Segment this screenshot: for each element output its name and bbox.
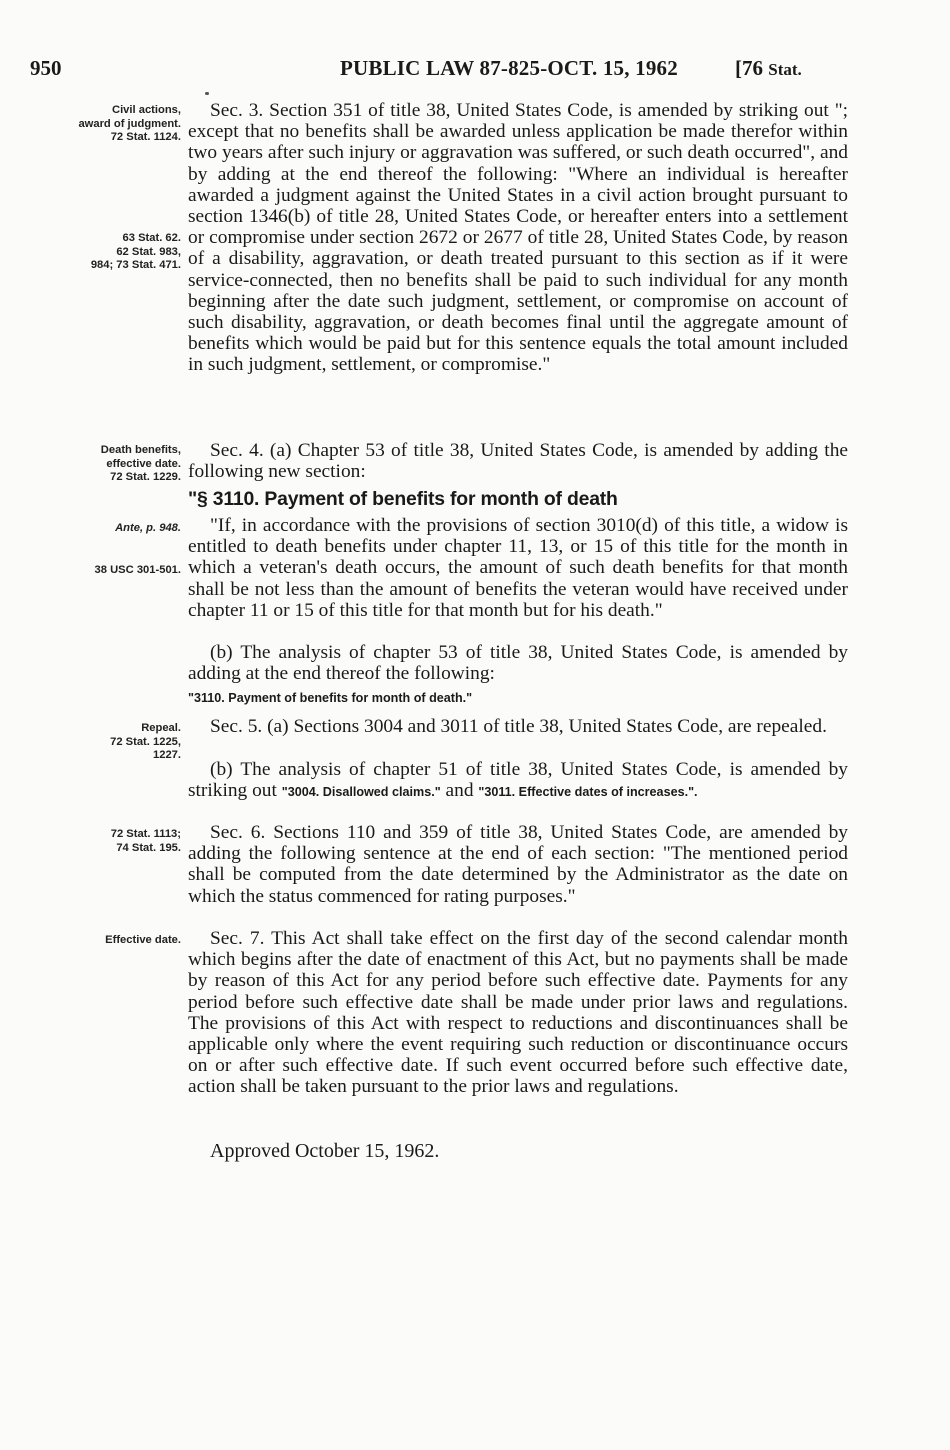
margin-line: 1227. [153, 749, 181, 761]
section-7-text: Sec. 7. This Act shall take effect on the first day of the second calendar month which begins after the date of enactment of this Act, but no payments shall be made by reason of this Act for any period before such effective date. Payments for any period before such effective date shall be made under prior laws and regulations. The provisions of this Act with respect to reductions and discontinuances shall be applicable only where the event requiring such reduction or discontinuance occurs on or after such effective date. If such event occurred before such effective date, action shall be taken pursuant to the prior laws and regulations. [188, 928, 848, 1098]
struck-entry-3004: "3004. Disallowed claims." [281, 785, 441, 800]
margin-line: 72 Stat. 1229. [110, 471, 181, 483]
margin-line: award of judgment. [78, 117, 181, 130]
section-5b [188, 759, 848, 803]
margin-line: 62 Stat. 983, [116, 245, 181, 258]
section-3110-text [188, 515, 848, 621]
section-3 [188, 100, 848, 376]
margin-line: Death benefits, [100, 444, 181, 456]
margin-line: 72 Stat. 1124. [110, 131, 181, 143]
margin-note-civil-actions [6, 104, 181, 145]
margin-line: 63 Stat. 62. [122, 232, 181, 244]
margin-note-effective-date [6, 934, 181, 948]
margin-note-death-benefits [6, 444, 181, 485]
page-title: PUBLIC LAW 87-825-OCT. 15, 1962 [340, 56, 678, 80]
section-4a [188, 440, 848, 482]
margin-line: Civil actions, [111, 104, 181, 116]
margin-line: Ante, p. 948. [115, 522, 181, 534]
margin-line: Effective date. [105, 934, 181, 946]
margin-note-repeal [6, 722, 181, 763]
section-4b [188, 642, 848, 684]
section-3-text: Sec. 3. Section 351 of title 38, United States Code, is amended by striking out "; except that no benefits shall be awarded unless application be made therefor within two years after such injury or aggravation was suffered, or such death occurred", and by adding at the end thereof the following: "Where an individual is hereafter awarded a judgment against the United States in a civil action brought pursuant to section 1346(b) of title 28, United States Code, or hereafter enters into a settlement or compromise under section 2672 or 2677 of title 28, United States Code, by reason of a disability, aggravation, or death treated pursuant to this section as if it were service-connected, then no benefits shall be paid to such individual for any month beginning after the date such judgment, settlement, or compromise on account of such disability, aggravation, or death becomes final until the aggregate amount of benefits which would be paid but for this sentence equals the total amount included in such judgment, settlement, or compromise." [188, 100, 848, 376]
ink-mark [205, 92, 209, 95]
page-header [0, 56, 950, 86]
section-5b-intro: (b) The analysis of chapter 51 of title 38, United States Code, is amended by striking out [188, 759, 848, 802]
margin-line: 72 Stat. 1225, [110, 735, 181, 748]
section-6 [188, 822, 848, 907]
section-4a-text: Sec. 4. (a) Chapter 53 of title 38, United States Code, is amended by adding the following new section: [188, 440, 848, 483]
section-4b-text: (b) The analysis of chapter 53 of title 38, United States Code, is amended by adding at the end thereof the following: [188, 642, 848, 685]
section-3110-heading: "§ 3110. Payment of benefits for month of death [188, 488, 618, 510]
section-6-text: Sec. 6. Sections 110 and 359 of title 38, United States Code, are amended by adding the following sentence at the end of each section: "The mentioned period shall be computed from the date determined by the Administrator as the date on which the status commenced for rating purposes." [188, 822, 848, 907]
section-5a [188, 716, 848, 737]
margin-note-ante [6, 522, 181, 536]
margin-note-usc [6, 564, 181, 578]
margin-note-stat-1113 [6, 828, 181, 855]
struck-entry-3011: "3011. Effective dates of increases.". [478, 785, 698, 800]
stat-word: Stat. [768, 60, 802, 79]
stat-prefix: [76 [735, 56, 769, 80]
analysis-entry: "3110. Payment of benefits for month of death." [188, 691, 473, 705]
section-5b-and: and [440, 780, 479, 802]
margin-line: 984; 73 Stat. 471. [90, 259, 181, 271]
stat-reference [735, 56, 802, 81]
section-7 [188, 928, 848, 1098]
margin-line: effective date. [106, 457, 181, 470]
section-5a-text: Sec. 5. (a) Sections 3004 and 3011 of title 38, United States Code, are repealed. [210, 716, 827, 737]
margin-line: Repeal. [141, 722, 181, 734]
margin-line: 74 Stat. 195. [116, 841, 181, 854]
section-5b-text [188, 759, 848, 803]
page-number: 950 [30, 56, 62, 80]
margin-line: 72 Stat. 1113; [110, 828, 181, 840]
margin-note-stat-refs [6, 232, 181, 273]
margin-line: 38 USC 301-501. [94, 564, 181, 576]
approval-date: Approved October 15, 1962. [210, 1140, 440, 1162]
section-3110-quote: "If, in accordance with the provisions of section 3010(d) of this title, a widow is entitled to death benefits under chapter 11, 13, or 15 of this title for the month in which a veteran's death occurs, the amount of such death benefits for that month shall be not less than the amount of benefits the veteran would have received under chapter 11 or 15 of this title for that month but for his death." [188, 515, 848, 621]
